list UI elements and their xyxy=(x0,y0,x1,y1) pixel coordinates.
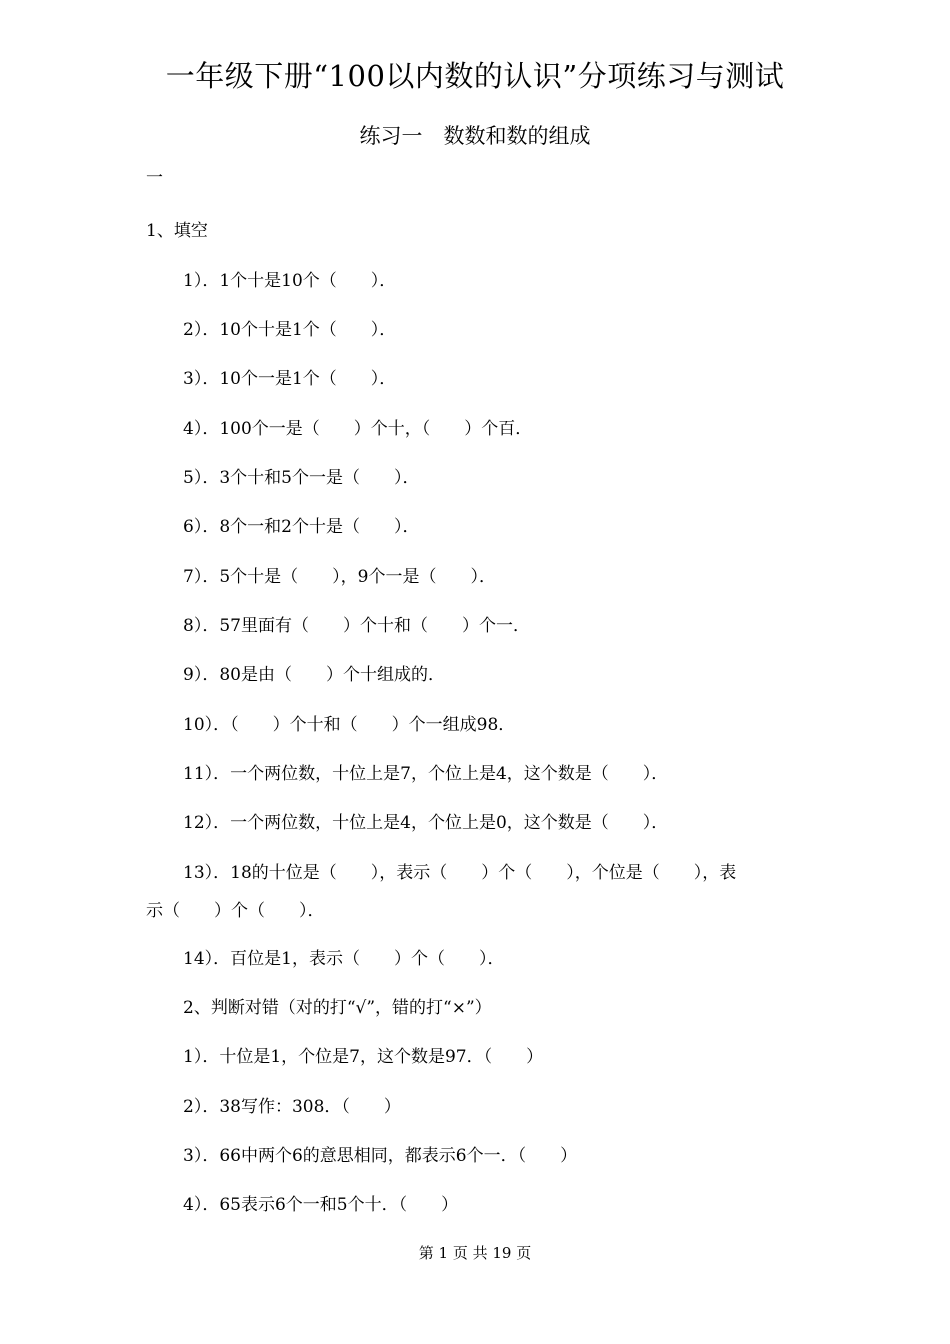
fill-item-1: 1）．1个十是10个（ ）． xyxy=(183,271,397,291)
fill-item-8: 8）．57里面有（ ）个十和（ ）个一． xyxy=(183,616,530,636)
fill-item-4: 4）．100个一是（ ）个十，（ ）个百． xyxy=(183,419,533,439)
judge-item-4: 4）．65表示6个一和5个十．（ ） xyxy=(183,1195,459,1215)
fill-item-14: 14）．百位是1，表示（ ）个（ ）． xyxy=(183,949,505,969)
fill-item-3: 3）．10个一是1个（ ）． xyxy=(183,369,397,389)
judge-item-2: 2）．38写作：308．（ ） xyxy=(183,1097,401,1117)
part1-heading: 1、填空 xyxy=(146,221,208,241)
part2-heading: 2、判断对错（对的打“√”，错的打“×”） xyxy=(183,998,492,1018)
fill-item-9: 9）．80是由（ ）个十组成的． xyxy=(183,665,445,685)
fill-item-6: 6）．8个一和2个十是（ ）． xyxy=(183,517,420,537)
fill-item-7: 7）．5个十是（ ），9个一是（ ）． xyxy=(183,567,496,587)
judge-item-1: 1）．十位是1，个位是7，这个数是97．（ ） xyxy=(183,1047,544,1067)
exercise-subtitle: 练习一 数数和数的组成 xyxy=(359,124,591,148)
fill-item-13: 13）．18的十位是（ ），表示（ ）个（ ），个位是（ ），表 xyxy=(183,863,737,883)
judge-item-3: 3）．66中两个6的意思相同，都表示6个一．（ ） xyxy=(183,1146,578,1166)
fill-item-11: 11）．一个两位数，十位上是7，个位上是4，这个数是（ ）． xyxy=(183,764,669,784)
fill-item-13-continued: 示（ ）个（ ）． xyxy=(146,901,325,921)
fill-item-2: 2）．10个十是1个（ ）． xyxy=(183,320,397,340)
document-title: 一年级下册“100以内数的认识”分项练习与测试 xyxy=(165,59,785,93)
fill-item-5: 5）．3个十和5个一是（ ）． xyxy=(183,468,420,488)
fill-item-10: 10）．（ ）个十和（ ）个一组成98． xyxy=(183,715,516,735)
fill-item-12: 12）．一个两位数，十位上是4，个位上是0，这个数是（ ）． xyxy=(183,813,669,833)
page-footer: 第 1 页 共 19 页 xyxy=(418,1244,532,1262)
section-mark: 一 xyxy=(146,168,163,188)
